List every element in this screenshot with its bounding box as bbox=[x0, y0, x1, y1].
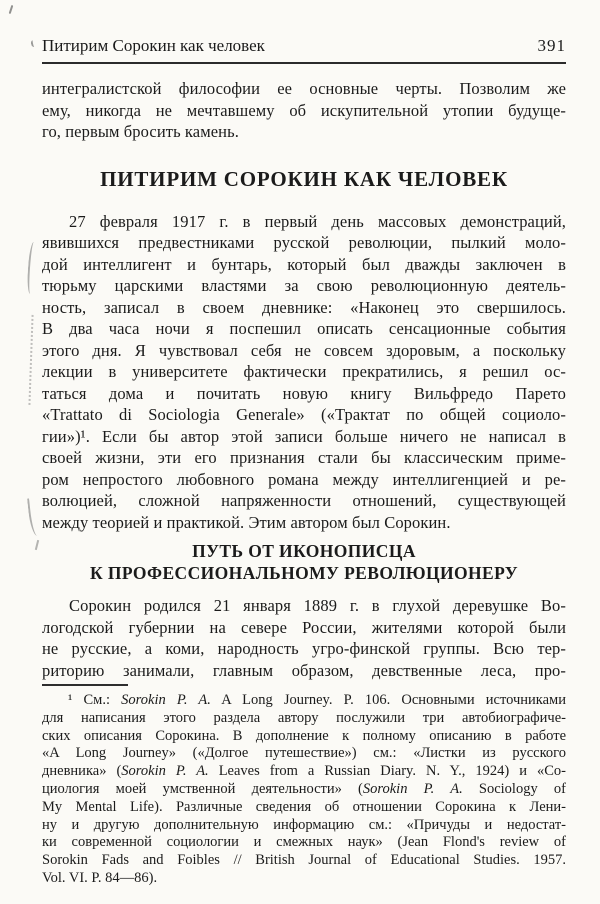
section-title bbox=[42, 540, 566, 584]
text-line: волюцией, сложной напряженности отношений, существующей bbox=[42, 491, 566, 510]
text-line: между теорией и практикой. Этим автором был Сорокин. bbox=[42, 512, 451, 532]
text-line: явившихся предвестниками русской революции, пылкий моло- bbox=[42, 233, 566, 252]
paragraph-diary bbox=[42, 211, 566, 534]
text-line: ну и другую дополнительную информацию см.: «Причуды и недостат- bbox=[42, 816, 566, 833]
text-line: My Mental Life). Различные сведения об отношении Сорокина к Лени- bbox=[42, 798, 566, 815]
text-line: Vol. VI. P. 84—86). bbox=[42, 869, 158, 886]
scan-artifact bbox=[30, 40, 36, 48]
text-line: своей жизни, эти его признания стали бы классическим приме- bbox=[42, 448, 566, 467]
text-line: ¹ См.: Sorokin P. A. A Long Journey. P. 106. Основными источниками bbox=[68, 692, 566, 708]
footnote-rule bbox=[42, 684, 128, 686]
text-line: 27 февраля 1917 г. в первый день массовых демонстраций, bbox=[69, 211, 566, 231]
running-title: Питирим Сорокин как человек bbox=[42, 36, 265, 55]
text-line: дневника» (Sorokin P. A. Leaves from a Russian Diary. N. Y., 1924) и «Со- bbox=[42, 763, 566, 780]
text-line: Сорокин родился 21 января 1889 г. в глухой деревушке Во- bbox=[69, 596, 566, 615]
text-line: В два часа ночи я поспешил описать сенсационные события bbox=[42, 319, 566, 338]
text-line: не русские, а коми, народность угро-финской группы. Всю тер- bbox=[42, 639, 566, 658]
text-line: го, первым бросить камень. bbox=[42, 122, 239, 141]
text-line: риторию занимали, главным образом, девственные леса, про- bbox=[42, 660, 566, 680]
section-title-line-2: К ПРОФЕССИОНАЛЬНОМУ РЕВОЛЮЦИОНЕРУ bbox=[89, 563, 519, 583]
running-head bbox=[42, 36, 566, 56]
text-line: ром непростого любовного романа между интеллигенцией и ре- bbox=[42, 469, 566, 489]
footnote bbox=[42, 692, 566, 888]
text-line: логодской губернии на севере России, жителями которой были bbox=[42, 617, 566, 637]
text-line: для написания этого раздела автору послужили три автобиографиче- bbox=[42, 709, 566, 726]
scan-artifact bbox=[35, 540, 39, 550]
text-line: этого дня. Я чувствовал себя не совсем здоровым, а поскольку bbox=[42, 340, 566, 360]
text-line: лекции в университете фактически прекратились, я решил ос- bbox=[42, 362, 566, 381]
text-line: ских описания Сорокина. В дополнение к полному описанию в работе bbox=[42, 727, 566, 744]
section-title-line-1: ПУТЬ ОТ ИКОНОПИСЦА bbox=[192, 541, 416, 561]
text-line: ки современной социологии и смежных наук» (Jean Flond's review of bbox=[42, 834, 566, 851]
header-rule bbox=[42, 62, 566, 64]
text-line: таться дома и почитать новую книгу Вильфредо Парето bbox=[42, 383, 566, 403]
intro-paragraph bbox=[42, 78, 566, 143]
chapter-title: ПИТИРИМ СОРОКИН КАК ЧЕЛОВЕК bbox=[100, 166, 508, 191]
text-line: циология моей умственной деятельности» (Sorokin P. A. Sociology of bbox=[42, 780, 566, 797]
text-line: Sorokin Fads and Foibles // British Journal of Educational Studies. 1957. bbox=[42, 852, 566, 869]
text-line: ность, записал в своем дневнике: «Наконец это свершилось. bbox=[42, 297, 566, 317]
scan-artifact bbox=[27, 498, 40, 537]
scan-artifact bbox=[26, 242, 38, 294]
text-line: дой интеллигент и бунтарь, который был дважды заключен в bbox=[42, 254, 566, 274]
text-line: ему, никогда не мечтавшему об искупительной утопии будуще- bbox=[42, 100, 566, 120]
paragraph-biography bbox=[42, 595, 566, 681]
text-line: гии»)¹. Если бы автор этой записи больше ничего не написал в bbox=[42, 426, 566, 446]
text-line: «A Long Journey» («Долгое путешествие») см.: «Листки из русского bbox=[42, 745, 566, 762]
text-line: «Trattato di Sociologia Generale» («Трактат по общей социоло- bbox=[42, 405, 566, 424]
page-number: 391 bbox=[537, 36, 566, 55]
scan-artifact bbox=[9, 5, 14, 14]
text-line: тюрьму царскими властями за свою революционную деятель- bbox=[42, 276, 566, 295]
scan-artifact bbox=[28, 315, 37, 405]
text-line: интегралистской философии ее основные черты. Позволим же bbox=[42, 79, 566, 98]
